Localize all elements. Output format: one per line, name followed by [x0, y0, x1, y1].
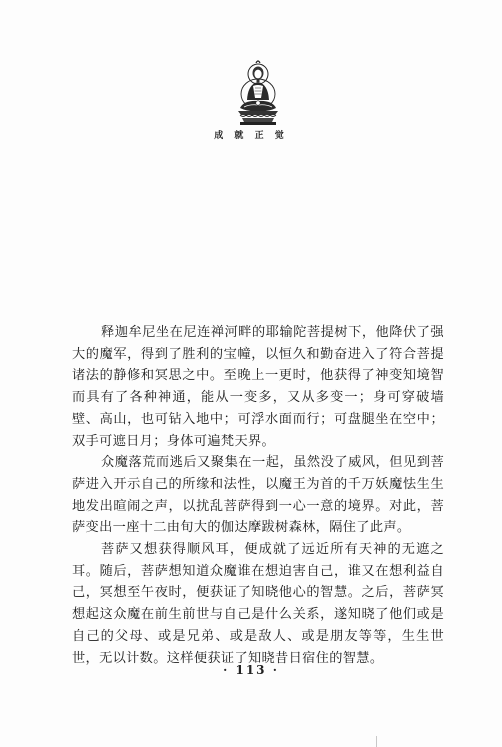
- body-text: [72, 322, 444, 669]
- paragraph-3: 菩萨又想获得顺风耳，便成就了远近所有天神的无遮之耳。随后，菩萨想知道众魔谁在想迫害自己，谁又在想利益自己，冥想至午夜时，便获证了知晓他心的智慧。之后，菩萨冥想起这众魔在前生前世与自己是什么关系，遂知晓了他们或是自己的父母、或是兄弟、或是敌人、或是朋友等等，生生世世，无以计数。这样便获证了知晓昔日宿住的智慧。: [72, 542, 444, 666]
- paragraph-2: 众魔落荒而逃后又聚集在一起，虽然没了威风，但见到菩萨进入开示自己的所缘和法性，以魔王为首的千万妖魔怯生生地发出暄闹之声，以扰乱菩萨得到一心一意的境界。对此，菩萨变出一座十二由旬大的伽达摩跋树森林，隔住了此声。: [72, 455, 444, 536]
- page-number: · 113 ·: [223, 663, 279, 677]
- illustration-caption: 成 就 正 觉: [214, 131, 288, 141]
- paragraph-1: 释迦牟尼坐在尼连禅河畔的耶输陀菩提树下，他降伏了强大的魔军，得到了胜利的宝幢，以恒久和勤奋进入了符合菩提诸法的静修和冥思之中。至晚上一更时，他获得了神变知境智而具有了各种神通，能从一变多，又从多变一；身可穿破墙壁、高山，也可钻入地中；可浮水面而行；可盘腿坐在空中；双手可遮日月；身体可遍梵天界。: [72, 325, 444, 449]
- scan-edge-mark: [376, 736, 377, 747]
- seated-buddha-icon: [228, 58, 288, 128]
